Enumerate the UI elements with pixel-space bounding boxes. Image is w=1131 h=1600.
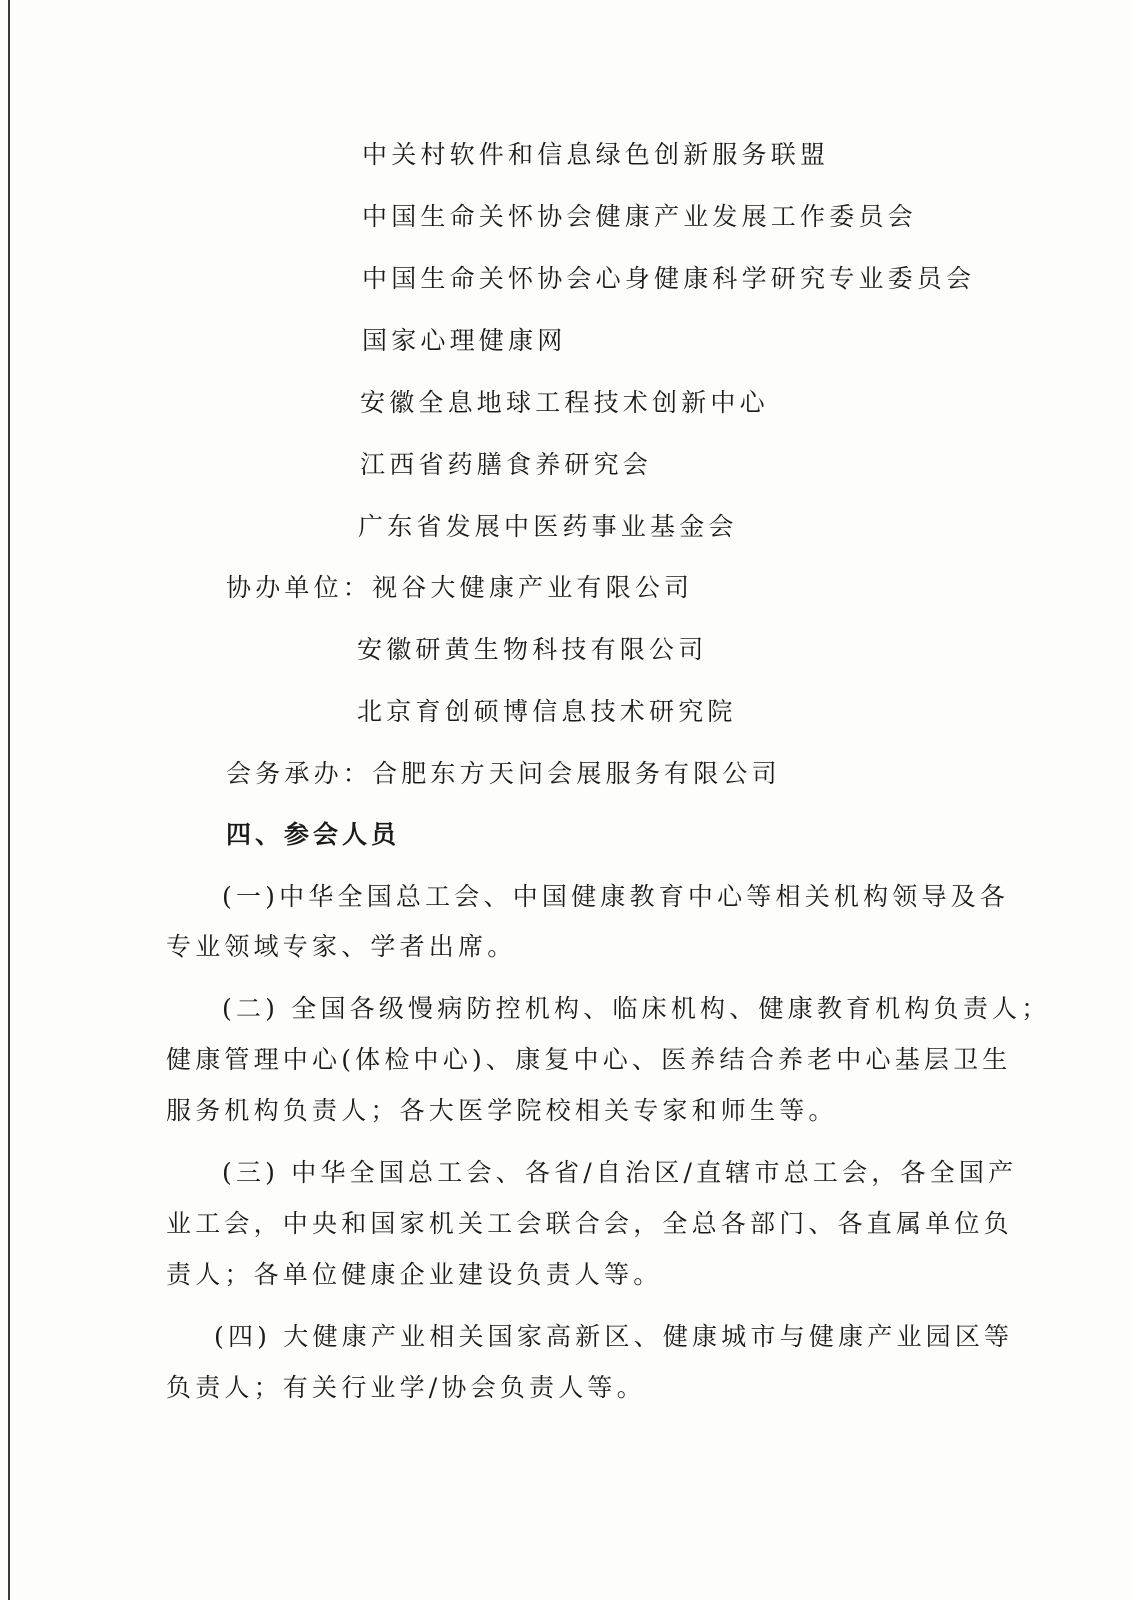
co-organizer-item: 视谷大健康产业有限公司 [372,573,694,602]
undertaker-row [226,759,781,789]
undertaker-label: 会务承办： [226,759,373,788]
section-heading: 四、参会人员 [226,820,401,849]
organizer-item: 国家心理健康网 [362,326,567,355]
organizer-item: 中国生命关怀协会健康产业发展工作委员会 [362,202,917,231]
paragraph-line: 业工会，中央和国家机关工会联合会，全总各部门、各直属单位负 [166,1209,1013,1238]
paragraph-line: 专业领域专家、学者出席。 [166,932,517,961]
co-organizer-item: 安徽研黄生物科技有限公司 [357,635,708,664]
organizer-item: 广东省发展中医药事业基金会 [358,512,738,541]
undertaker-value: 合肥东方天问会展服务有限公司 [372,759,781,788]
paragraph-line: (四) 大健康产业相关国家高新区、健康城市与健康产业园区等 [214,1322,1014,1351]
paragraph-line: (二) 全国各级慢病防控机构、临床机构、健康教育机构负责人； [222,994,1051,1023]
co-organizer-row [226,573,693,603]
paragraph-line: 健康管理中心(体检中心)、康复中心、医养结合养老中心基层卫生 [166,1045,1012,1074]
paragraph-line: 负责人；有关行业学/协会负责人等。 [166,1373,646,1402]
organizer-item: 中关村软件和信息绿色创新服务联盟 [362,140,830,169]
scan-edge [8,0,10,1600]
organizer-item: 中国生命关怀协会心身健康科学研究专业委员会 [362,264,976,293]
paragraph-line: (三) 中华全国总工会、各省/自治区/直辖市总工会，各全国产 [222,1158,1018,1187]
co-organizer-item: 北京育创硕博信息技术研究院 [357,697,737,726]
paragraph-line: 责人；各单位健康企业建设负责人等。 [166,1260,663,1289]
paragraph-line: (一)中华全国总工会、中国健康教育中心等相关机构领导及各 [222,882,1010,911]
organizer-item: 江西省药膳食养研究会 [360,450,653,479]
organizer-item: 安徽全息地球工程技术创新中心 [360,388,769,417]
paragraph-line: 服务机构负责人；各大医学院校相关专家和师生等。 [166,1096,838,1125]
co-organizer-label: 协办单位： [226,573,373,602]
